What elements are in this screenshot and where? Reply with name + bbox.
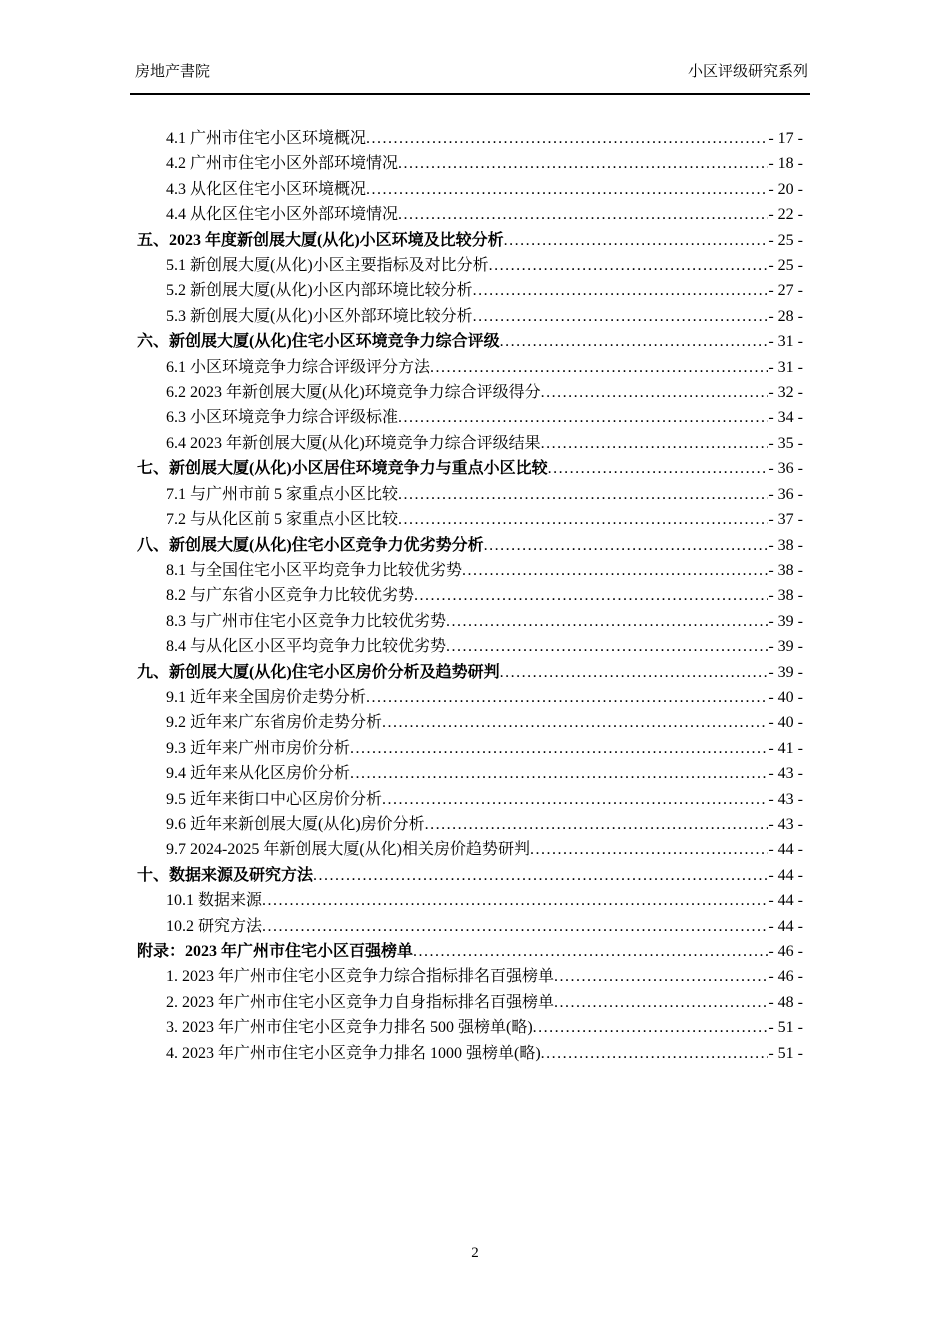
toc-leader-dots: [398, 202, 768, 227]
page-footer: [0, 1243, 950, 1263]
toc-leader-dots: [473, 278, 769, 303]
toc-entry-page: - 46 -: [768, 968, 803, 986]
toc-leader-dots: [500, 660, 769, 685]
toc-leader-dots: [462, 558, 768, 583]
toc-entry-page: - 44 -: [768, 866, 803, 884]
toc-entry-page: - 34 -: [768, 409, 803, 427]
toc-entry[interactable]: [137, 177, 803, 202]
toc-entry-title: 9.5 近年来街口中心区房价分析: [166, 790, 383, 808]
toc-leader-dots: [541, 431, 769, 456]
toc-entry-title: 8.2 与广东省小区竞争力比较优劣势: [166, 587, 415, 605]
toc-leader-dots: [430, 355, 768, 380]
toc-entry[interactable]: [137, 507, 803, 532]
toc-leader-dots: [500, 329, 769, 354]
toc-leader-dots: [541, 380, 769, 405]
toc-entry[interactable]: [137, 456, 803, 481]
toc-entry-title: 8.4 与从化区小区平均竞争力比较优劣势: [166, 638, 447, 656]
page-header: [130, 60, 810, 95]
toc-entry-title: 4.3 从化区住宅小区环境概况: [166, 180, 367, 198]
toc-leader-dots: [533, 1015, 769, 1040]
toc-entry-title: 9.2 近年来广东省房价走势分析: [166, 714, 383, 732]
toc-entry-page: - 38 -: [768, 536, 803, 554]
toc-leader-dots: [489, 253, 769, 278]
toc-entry[interactable]: [137, 710, 803, 735]
toc-entry[interactable]: [137, 660, 803, 685]
toc-entry-page: - 40 -: [768, 714, 803, 732]
toc-leader-dots: [446, 609, 768, 634]
toc-entry-page: - 40 -: [768, 688, 803, 706]
toc-entry-title: 2. 2023 年广州市住宅小区竞争力自身指标排名百强榜单: [166, 993, 555, 1011]
toc-entry[interactable]: [137, 685, 803, 710]
toc-entry[interactable]: [137, 355, 803, 380]
toc-entry[interactable]: [137, 914, 803, 939]
toc-entry[interactable]: [137, 228, 803, 253]
toc-leader-dots: [504, 228, 769, 253]
header-left-text: 房地产書院: [135, 64, 211, 80]
toc-entry-page: - 46 -: [768, 943, 803, 960]
toc-entry[interactable]: [137, 126, 803, 151]
toc-entry-title: 9.6 近年来新创展大厦(从化)房价分析: [166, 815, 425, 833]
toc-entry-title: 五、2023 年度新创展大厦(从化)小区环境及比较分析: [137, 231, 504, 249]
toc-leader-dots: [350, 761, 768, 786]
toc-entry-title: 6.4 2023 年新创展大厦(从化)环境竞争力综合评级结果: [166, 434, 541, 452]
toc-leader-dots: [382, 787, 768, 812]
toc-entry-page: - 35 -: [768, 434, 803, 452]
toc-entry-title: 5.2 新创展大厦(从化)小区内部环境比较分析: [166, 282, 473, 300]
toc-leader-dots: [554, 990, 768, 1015]
toc-entry-title: 5.3 新创展大厦(从化)小区外部环境比较分析: [166, 307, 473, 325]
toc-entry[interactable]: [137, 431, 803, 456]
toc-entry-page: - 25 -: [768, 231, 803, 249]
toc-entry-page: - 39 -: [768, 663, 803, 681]
toc-entry-page: - 43 -: [768, 790, 803, 808]
toc-entry-title: 10.2 研究方法: [166, 917, 263, 935]
toc-entry-page: - 39 -: [768, 612, 803, 630]
toc-leader-dots: [446, 634, 768, 659]
toc-leader-dots: [350, 736, 768, 761]
toc-entry-title: 9.4 近年来从化区房价分析: [166, 765, 351, 783]
toc-entry[interactable]: [137, 736, 803, 761]
toc-entry-title: 八、新创展大厦(从化)住宅小区竞争力优劣势分析: [137, 536, 484, 554]
toc-entry-title: 十、数据来源及研究方法: [137, 866, 314, 884]
toc-leader-dots: [313, 863, 768, 888]
toc-leader-dots: [398, 151, 768, 176]
toc-entry[interactable]: [137, 482, 803, 507]
toc-entry-page: - 44 -: [768, 841, 803, 859]
toc-entry-title: 九、新创展大厦(从化)住宅小区房价分析及趋势研判: [137, 663, 500, 681]
toc-entry[interactable]: [137, 964, 803, 989]
toc-entry[interactable]: [137, 253, 803, 278]
toc-entry[interactable]: [137, 583, 803, 608]
toc-entry-title: 6.3 小区环境竞争力综合评级标准: [166, 409, 399, 427]
toc-entry-title: 4.2 广州市住宅小区外部环境情况: [166, 155, 399, 173]
toc-entry-page: - 20 -: [768, 180, 803, 198]
toc-entry[interactable]: [137, 380, 803, 405]
toc-entry-title: 9.3 近年来广州市房价分析: [166, 739, 351, 757]
toc-entry-title: 7.2 与从化区前 5 家重点小区比较: [166, 511, 399, 529]
toc-entry[interactable]: [137, 1041, 803, 1066]
toc-entry-title: 七、新创展大厦(从化)小区居住环境竞争力与重点小区比较: [137, 460, 548, 478]
toc-entry-title: 8.1 与全国住宅小区平均竞争力比较优劣势: [166, 561, 463, 579]
toc-entry[interactable]: [137, 888, 803, 913]
toc-leader-dots: [425, 812, 769, 837]
toc-leader-dots: [262, 914, 768, 939]
toc-entry-page: - 17 -: [768, 130, 803, 147]
toc-entry[interactable]: [137, 202, 803, 227]
toc-leader-dots: [262, 888, 768, 913]
toc-leader-dots: [398, 482, 768, 507]
toc-entry-title: 4.1 广州市住宅小区环境概况: [166, 130, 367, 147]
toc-entry-page: - 38 -: [768, 587, 803, 605]
toc-leader-dots: [366, 685, 768, 710]
toc-entry-title: 9.7 2024-2025 年新创展大厦(从化)相关房价趋势研判: [166, 841, 530, 859]
toc-entry[interactable]: [137, 405, 803, 430]
toc-entry-page: - 44 -: [768, 917, 803, 935]
toc-entry[interactable]: [137, 863, 803, 888]
toc-entry-page: - 36 -: [768, 485, 803, 503]
toc-entry-title: 4.4 从化区住宅小区外部环境情况: [166, 206, 399, 224]
toc-entry-page: - 37 -: [768, 511, 803, 529]
toc-entry-page: - 32 -: [768, 384, 803, 402]
toc-leader-dots: [413, 939, 768, 964]
toc-entry[interactable]: [137, 151, 803, 176]
toc-entry[interactable]: [137, 609, 803, 634]
toc-entry-page: - 51 -: [768, 1044, 803, 1062]
toc-entry-title: 8.3 与广州市住宅小区竞争力比较优劣势: [166, 612, 447, 630]
toc-entry-page: - 25 -: [768, 257, 803, 275]
toc-entry[interactable]: [137, 1015, 803, 1040]
toc-entry-title: 7.1 与广州市前 5 家重点小区比较: [166, 485, 399, 503]
toc-entry-title: 6.1 小区环境竞争力综合评级评分方法: [166, 358, 431, 376]
toc-entry[interactable]: [137, 533, 803, 558]
toc-entry-page: - 44 -: [768, 892, 803, 910]
page-number: 2: [471, 1245, 479, 1261]
toc-entry-title: 六、新创展大厦(从化)住宅小区环境竞争力综合评级: [137, 333, 500, 351]
toc-leader-dots: [366, 126, 768, 151]
toc-entry-page: - 31 -: [768, 358, 803, 376]
toc-entry[interactable]: [137, 990, 803, 1015]
toc-leader-dots: [366, 177, 768, 202]
toc-entry[interactable]: [137, 787, 803, 812]
toc-leader-dots: [398, 507, 768, 532]
toc-entry-page: - 22 -: [768, 206, 803, 224]
toc-entry-page: - 41 -: [768, 739, 803, 757]
toc-entry[interactable]: [137, 278, 803, 303]
toc-entry-title: 3. 2023 年广州市住宅小区竞争力排名 500 强榜单(略): [166, 1019, 533, 1037]
toc-leader-dots: [554, 964, 768, 989]
toc-leader-dots: [541, 1041, 769, 1066]
toc-entry[interactable]: [137, 558, 803, 583]
toc-entry-title: 10.1 数据来源: [166, 892, 263, 910]
toc-entry[interactable]: [137, 812, 803, 837]
toc-entry-page: - 43 -: [768, 765, 803, 783]
toc-entry[interactable]: [137, 837, 803, 862]
header-right-text: 小区评级研究系列: [687, 64, 808, 80]
toc-leader-dots: [382, 710, 768, 735]
toc-entry-title: 附录：2023 年广州市住宅小区百强榜单: [137, 943, 414, 960]
toc-entry[interactable]: [137, 329, 803, 354]
toc-entry-page: - 38 -: [768, 561, 803, 579]
toc-entry[interactable]: [137, 304, 803, 329]
toc-entry-page: - 36 -: [768, 460, 803, 478]
toc-entry-page: - 31 -: [768, 333, 803, 351]
toc-leader-dots: [473, 304, 769, 329]
toc-leader-dots: [398, 405, 768, 430]
toc-entry-page: - 48 -: [768, 993, 803, 1011]
toc-entry[interactable]: [137, 634, 803, 659]
toc-leader-dots: [484, 533, 769, 558]
toc-entry[interactable]: [137, 761, 803, 786]
toc-entry-page: - 28 -: [768, 307, 803, 325]
toc-entry-page: - 51 -: [768, 1019, 803, 1037]
table-of-contents: [137, 126, 803, 1066]
toc-entry-title: 4. 2023 年广州市住宅小区竞争力排名 1000 强榜单(略): [166, 1044, 541, 1062]
toc-entry-page: - 39 -: [768, 638, 803, 656]
toc-entry-title: 9.1 近年来全国房价走势分析: [166, 688, 367, 706]
toc-entry-title: 5.1 新创展大厦(从化)小区主要指标及对比分析: [166, 257, 489, 275]
toc-leader-dots: [414, 583, 768, 608]
toc-entry-page: - 18 -: [768, 155, 803, 173]
toc-entry[interactable]: [137, 939, 803, 964]
toc-entry-page: - 27 -: [768, 282, 803, 300]
toc-leader-dots: [530, 837, 768, 862]
toc-leader-dots: [548, 456, 769, 481]
toc-entry-title: 6.2 2023 年新创展大厦(从化)环境竞争力综合评级得分: [166, 384, 541, 402]
toc-entry-title: 1. 2023 年广州市住宅小区竞争力综合指标排名百强榜单: [166, 968, 555, 986]
toc-entry-page: - 43 -: [768, 815, 803, 833]
